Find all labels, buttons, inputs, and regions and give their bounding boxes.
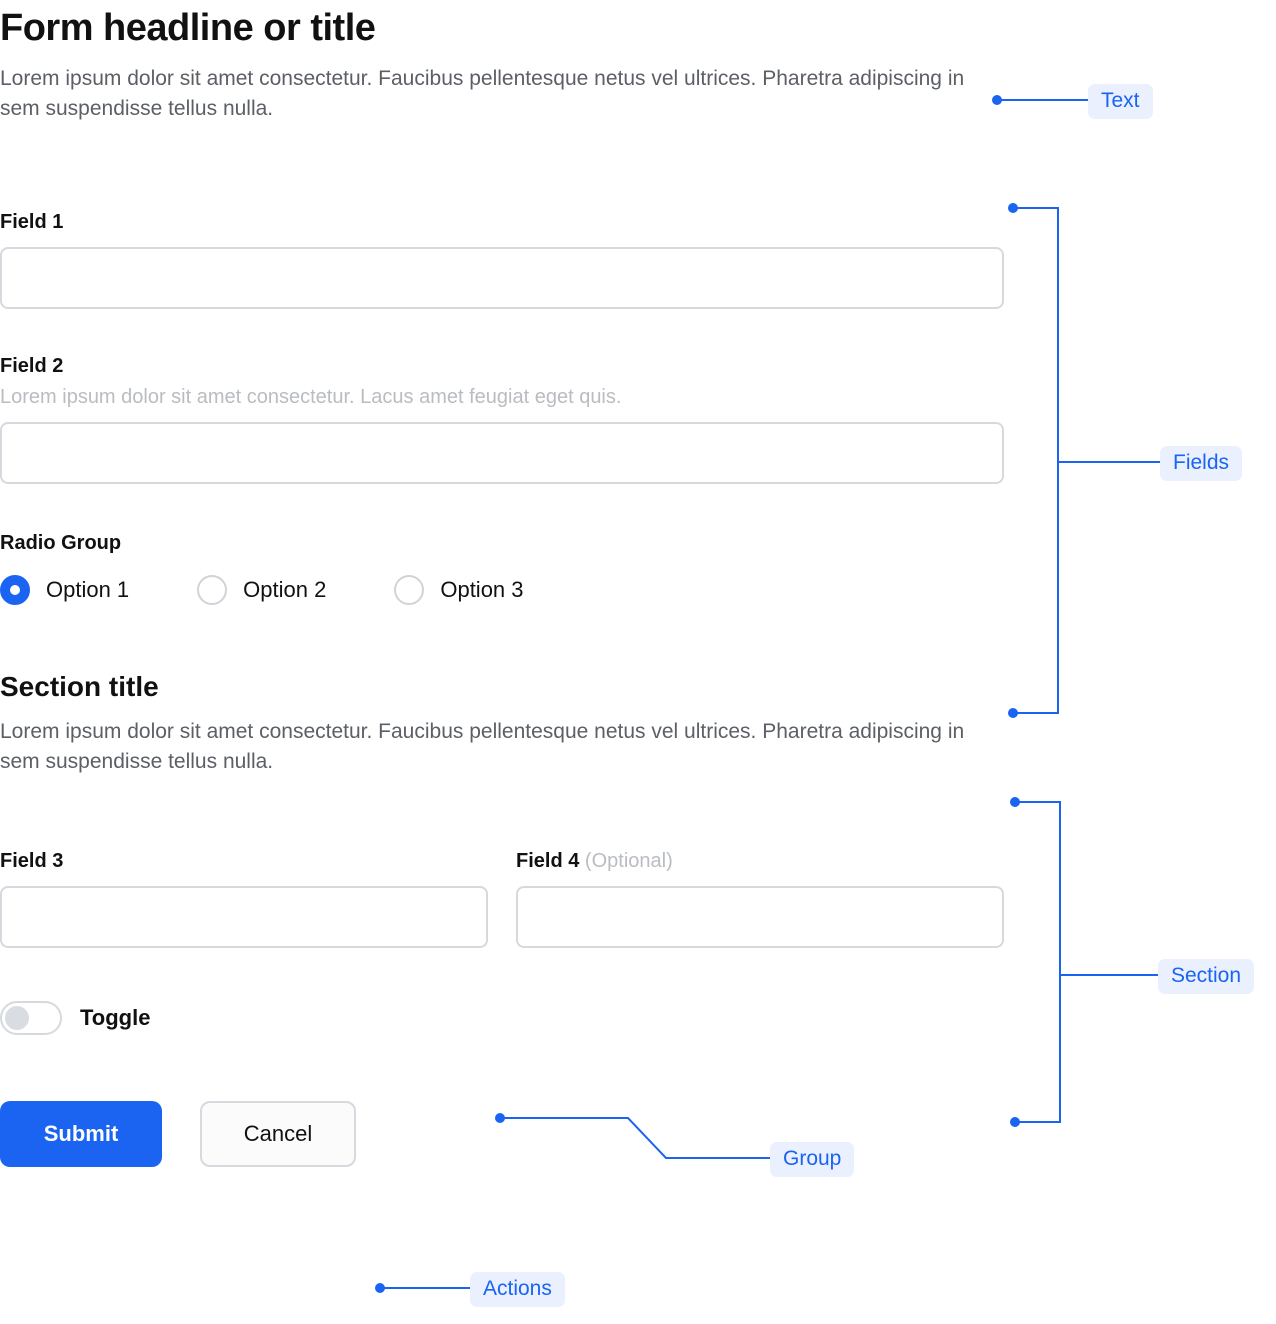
toggle-label: Toggle (80, 1004, 151, 1030)
field-3-group (0, 850, 488, 948)
page-title: Form headline or title (0, 7, 376, 49)
field-4-group (516, 850, 1004, 948)
radio-option-1-label: Option 1 (46, 576, 130, 602)
toggle-knob (5, 1006, 29, 1030)
field-2-help-text: Lorem ipsum dolor sit amet consectetur. Lacus amet feugiat eget quis. (0, 385, 622, 408)
radio-icon-selected[interactable] (0, 575, 30, 605)
form-intro-text: Lorem ipsum dolor sit amet consectetur. Faucibus pellentesque netus vel ultrices. Pharetra adipiscing in sem suspendisse tellus nulla. (0, 66, 965, 121)
field-2-label: Field 2 (0, 354, 64, 377)
field-2-input[interactable] (0, 422, 1004, 484)
submit-button[interactable]: Submit (0, 1101, 162, 1167)
section-description: Lorem ipsum dolor sit amet consectetur. Faucibus pellentesque netus vel ultrices. Pharetra adipiscing in sem suspendisse tellus nulla. (0, 719, 965, 774)
field-1-label: Field 1 (0, 210, 64, 233)
field-4-label (516, 850, 1004, 873)
field-4-label-text: Field 4 (516, 849, 580, 872)
field-1-input[interactable] (0, 247, 1004, 309)
field-2-group (0, 355, 1004, 484)
field-3-label: Field 3 (0, 849, 64, 872)
radio-group (0, 532, 1004, 605)
annotation-tag-group: Group (770, 1142, 854, 1177)
radio-option-3-label: Option 3 (440, 576, 524, 602)
field-1-group (0, 211, 1004, 309)
field-4-optional-tag: (Optional) (584, 849, 673, 872)
field-3-input[interactable] (0, 886, 488, 948)
radio-option-1[interactable] (0, 575, 129, 605)
annotation-tag-text: Text (1088, 84, 1153, 119)
annotation-tag-section: Section (1158, 959, 1254, 994)
section-title: Section title (0, 670, 159, 702)
toggle-switch[interactable] (0, 1001, 62, 1035)
radio-options-row (0, 575, 1004, 605)
annotation-tag-fields: Fields (1160, 446, 1242, 481)
radio-option-2-label: Option 2 (243, 576, 327, 602)
radio-group-label: Radio Group (0, 531, 122, 554)
field-group-row (0, 850, 1004, 948)
cancel-button[interactable]: Cancel (200, 1101, 356, 1167)
radio-icon-unselected[interactable] (394, 575, 424, 605)
radio-icon-unselected[interactable] (197, 575, 227, 605)
radio-option-2[interactable] (197, 575, 326, 605)
annotation-tag-actions: Actions (470, 1272, 565, 1307)
toggle-row[interactable] (0, 1001, 1004, 1035)
radio-option-3[interactable] (394, 575, 523, 605)
section-block (0, 671, 1004, 948)
field-4-input[interactable] (516, 886, 1004, 948)
